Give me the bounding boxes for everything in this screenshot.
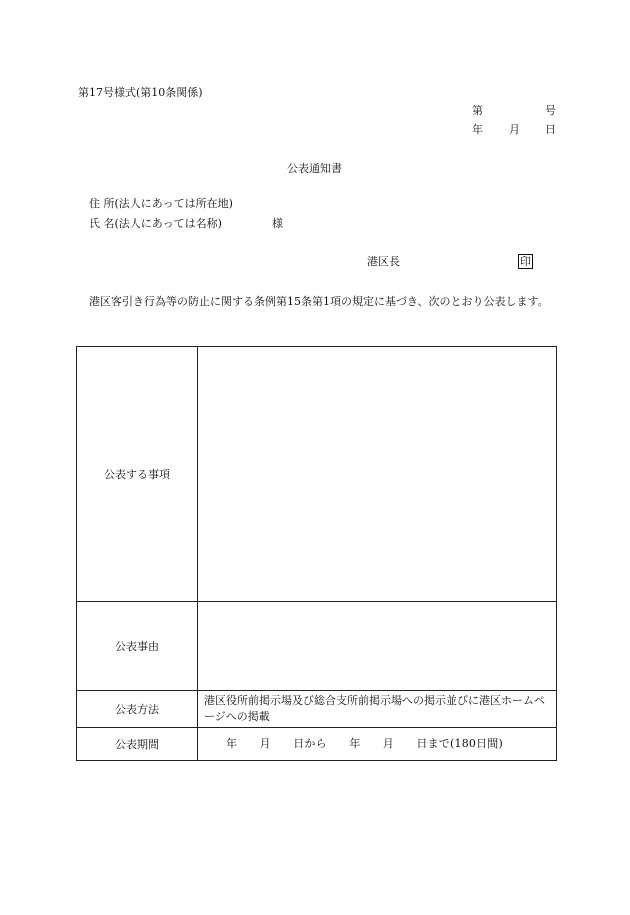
date-month: 月 xyxy=(509,123,520,136)
recipient-address-label: 住 所(法人にあっては所在地) xyxy=(89,197,233,210)
reason-label: 公表事由 xyxy=(77,602,198,691)
method-value: 港区役所前掲示場及び総合支所前掲示場への掲示並びに港区ホームページへの掲載 xyxy=(198,691,557,728)
publication-table xyxy=(76,346,557,761)
document-number-suffix: 号 xyxy=(545,104,556,117)
seal-mark: 印 xyxy=(520,255,531,268)
table-row-matters xyxy=(77,347,557,602)
matters-label: 公表する事項 xyxy=(77,347,198,602)
recipient-name-label: 氏 名(法人にあっては名称) xyxy=(89,217,222,230)
date-day: 日 xyxy=(545,123,556,136)
period-value: 年 月 日から 年 月 日まで(180日間) xyxy=(198,728,557,761)
table-row-period xyxy=(77,728,557,761)
reason-value xyxy=(198,602,557,691)
issuer-title: 港区長 xyxy=(367,255,400,268)
date-year: 年 xyxy=(472,123,483,136)
recipient-honorific: 様 xyxy=(272,217,283,230)
method-label: 公表方法 xyxy=(77,691,198,728)
table-row-reason xyxy=(77,602,557,691)
form-number: 第17号様式(第10条関係) xyxy=(78,86,203,99)
period-label: 公表期間 xyxy=(77,728,198,761)
table-row-method xyxy=(77,691,557,728)
document-title: 公表通知書 xyxy=(287,162,342,175)
matters-value xyxy=(198,347,557,602)
statement-text: 港区客引き行為等の防止に関する条例第15条第1項の規定に基づき、次のとおり公表します。 xyxy=(89,295,549,308)
document-number-prefix: 第 xyxy=(472,104,483,117)
